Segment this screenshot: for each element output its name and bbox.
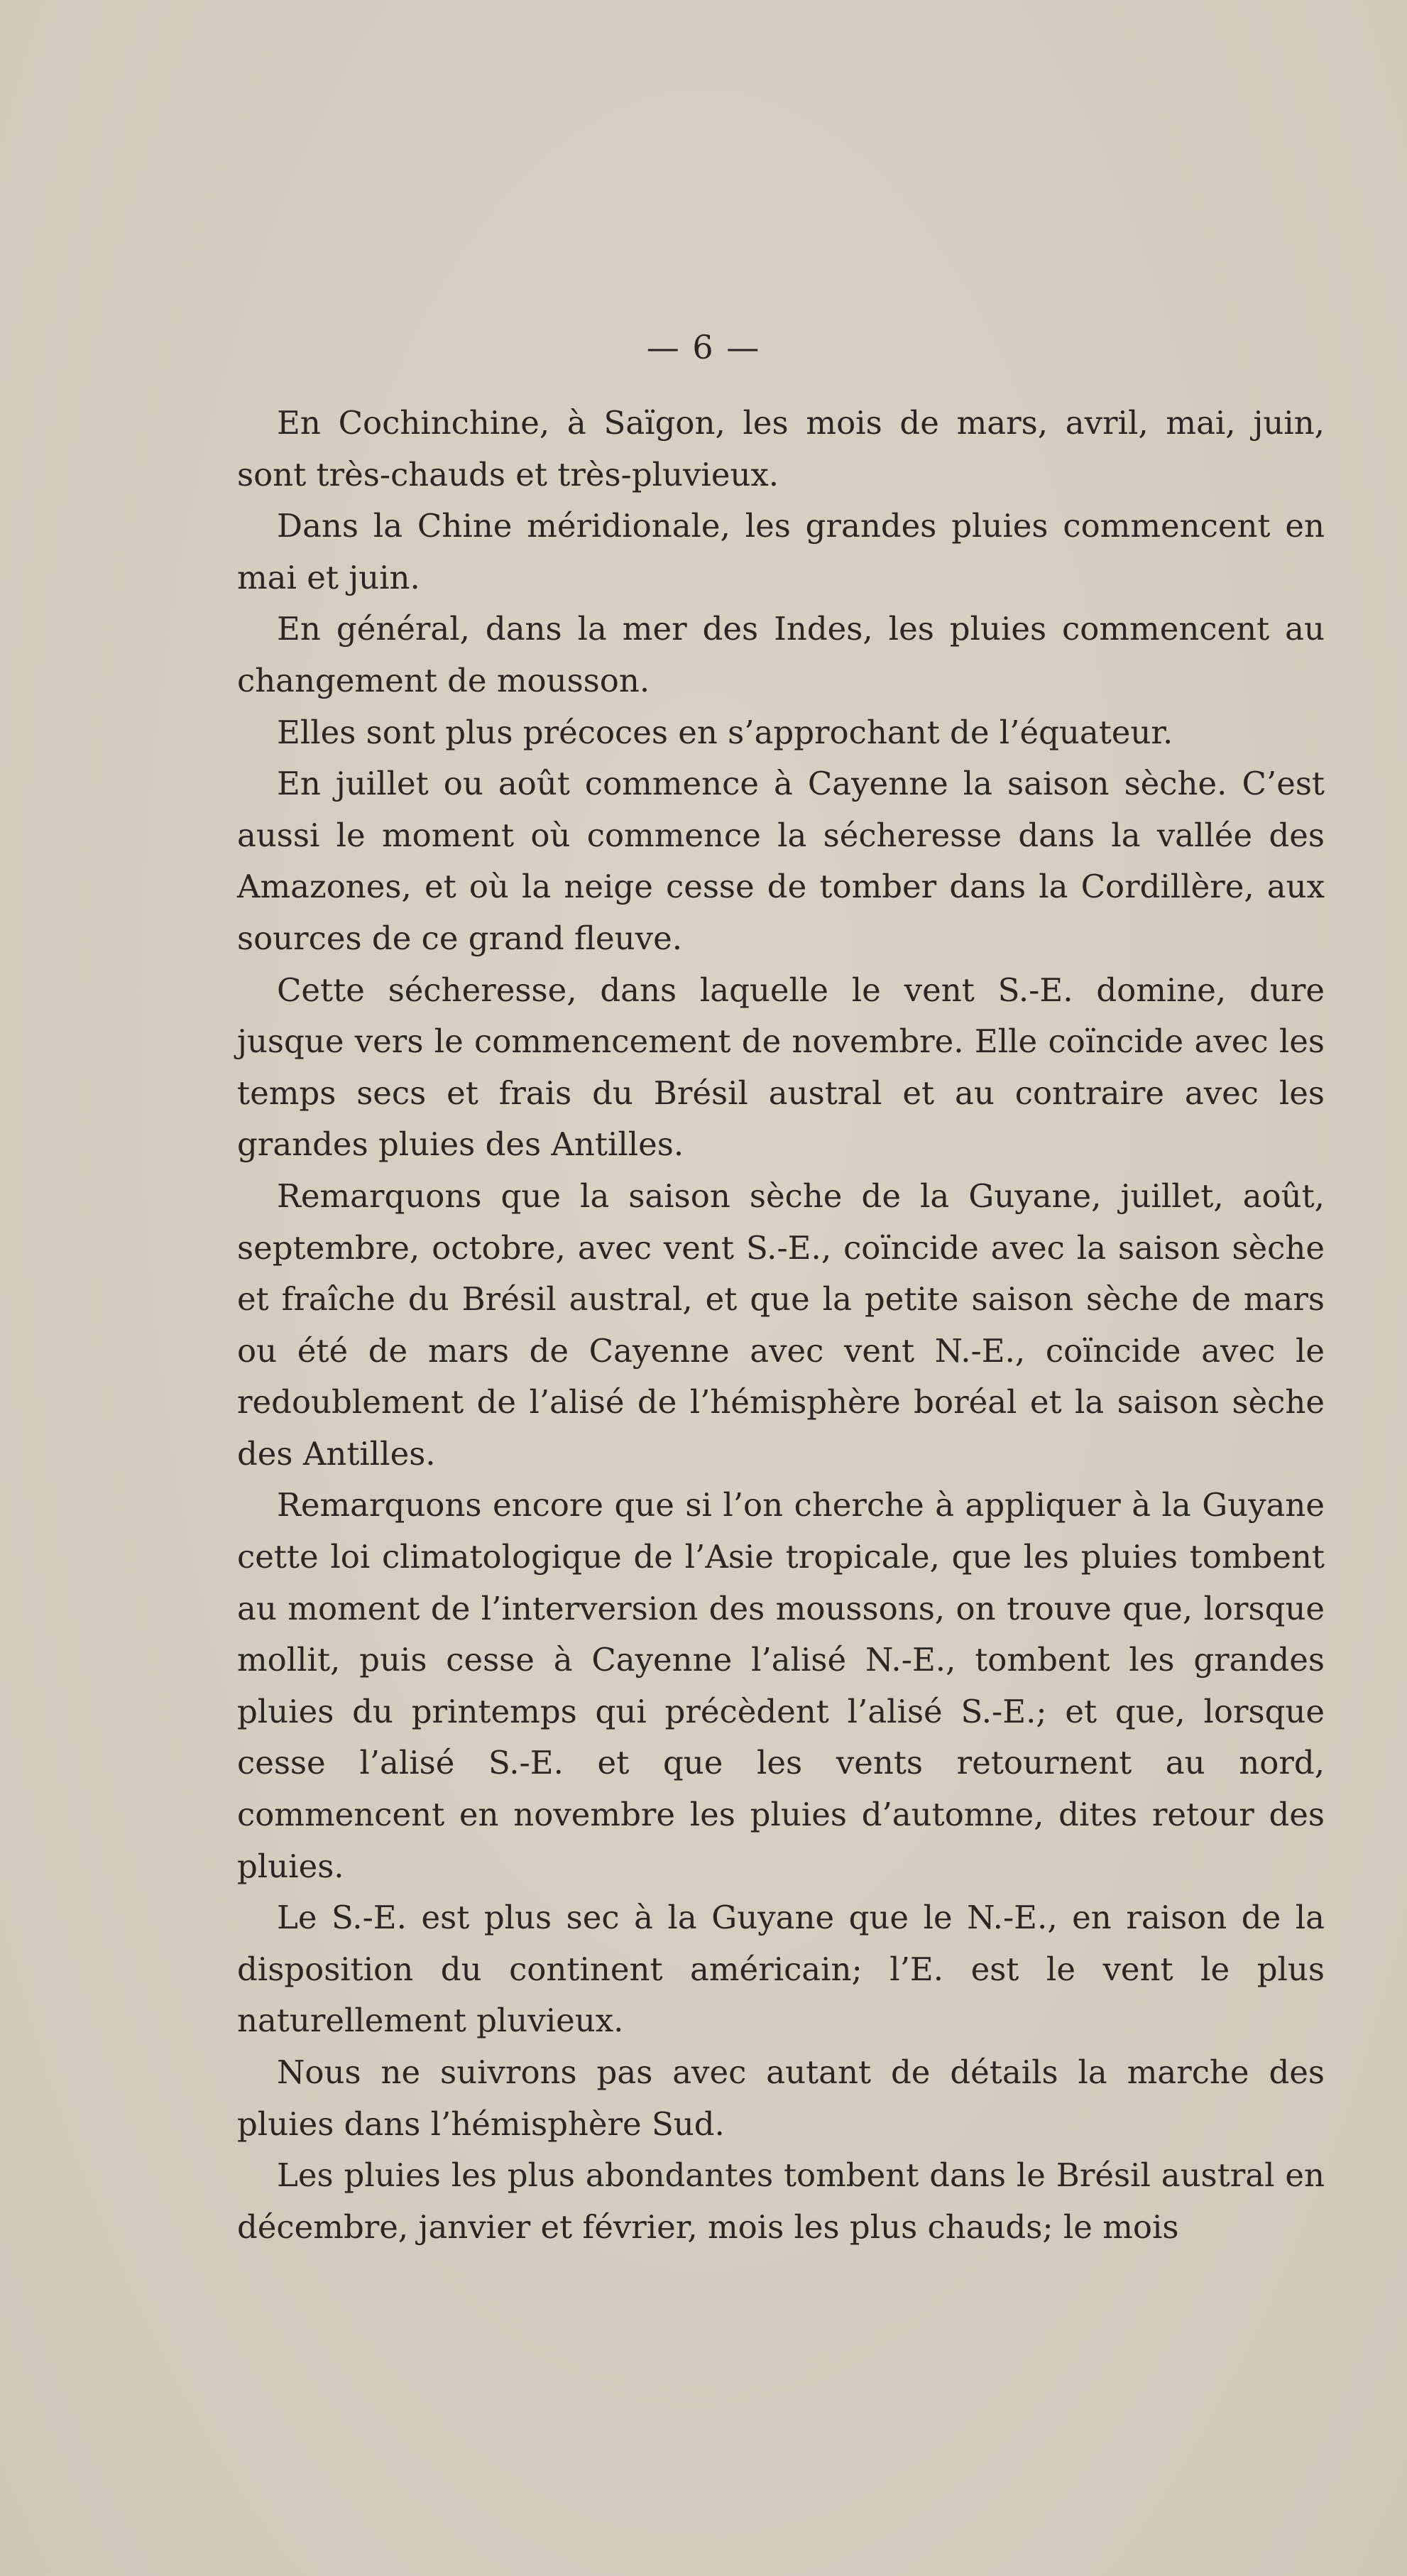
paragraph: Dans la Chine méridionale, les grandes pluies commencent en mai et juin. (237, 507, 1325, 596)
paragraph: Cette sécheresse, dans laquelle le vent S.-E. domine, dure jusque vers le commencement de novembre. Elle coïncide avec les temps secs et frais du Brésil austral et au contraire avec les grandes pluies des Antilles. (237, 971, 1325, 1164)
paragraph: Nous ne suivrons pas avec autant de détails la marche des pluies dans l’hémisphère Sud. (237, 2053, 1325, 2143)
paragraph: En Cochinchine, à Saïgon, les mois de mars, avril, mai, juin, sont très-chauds et très-pluvieux. (237, 404, 1325, 493)
body-text (237, 398, 1325, 2253)
paragraph: Le S.-E. est plus sec à la Guyane que le N.-E., en raison de la disposition du continent américain; l’E. est le vent le plus naturellement pluvieux. (237, 1899, 1325, 2040)
paragraph: En général, dans la mer des Indes, les pluies commencent au changement de mousson. (237, 610, 1325, 699)
paragraph: Remarquons encore que si l’on cherche à appliquer à la Guyane cette loi climatologique de l’Asie tropicale, que les pluies tombent au moment de l’interversion des moussons, on trouve que, lorsque mollit, puis cesse à Cayenne l’alisé N.-E., tombent les grandes pluies du printemps qui précèdent l’alisé S.-E.; et que, lorsque cesse l’alisé S.-E. et que les vents retournent au nord, commencent en novembre les pluies d’automne, dites retour des pluies. (237, 1486, 1325, 1885)
paragraph: En juillet ou août commence à Cayenne la saison sèche. C’est aussi le moment où commence la sécheresse dans la vallée des Amazones, et où la neige cesse de tomber dans la Cordillère, aux sources de ce grand fleuve. (237, 765, 1325, 957)
page-number: — 6 — (646, 328, 761, 366)
paragraph: Elles sont plus précoces en s’approchant de l’équateur. (277, 713, 1173, 751)
paragraph: Remarquons que la saison sèche de la Guyane, juillet, août, septembre, octobre, avec vent S.-E., coïncide avec la saison sèche et fraîche du Brésil austral, et que la petite saison sèche de mars ou été de mars de Cayenne avec vent N.-E., coïncide avec le redoublement de l’alisé de l’hémisphère boréal et la saison sèche des Antilles. (237, 1177, 1325, 1473)
paragraph: Les pluies les plus abondantes tombent dans le Brésil austral en décembre, janvier et février, mois les plus chauds; le mois (237, 2156, 1325, 2246)
